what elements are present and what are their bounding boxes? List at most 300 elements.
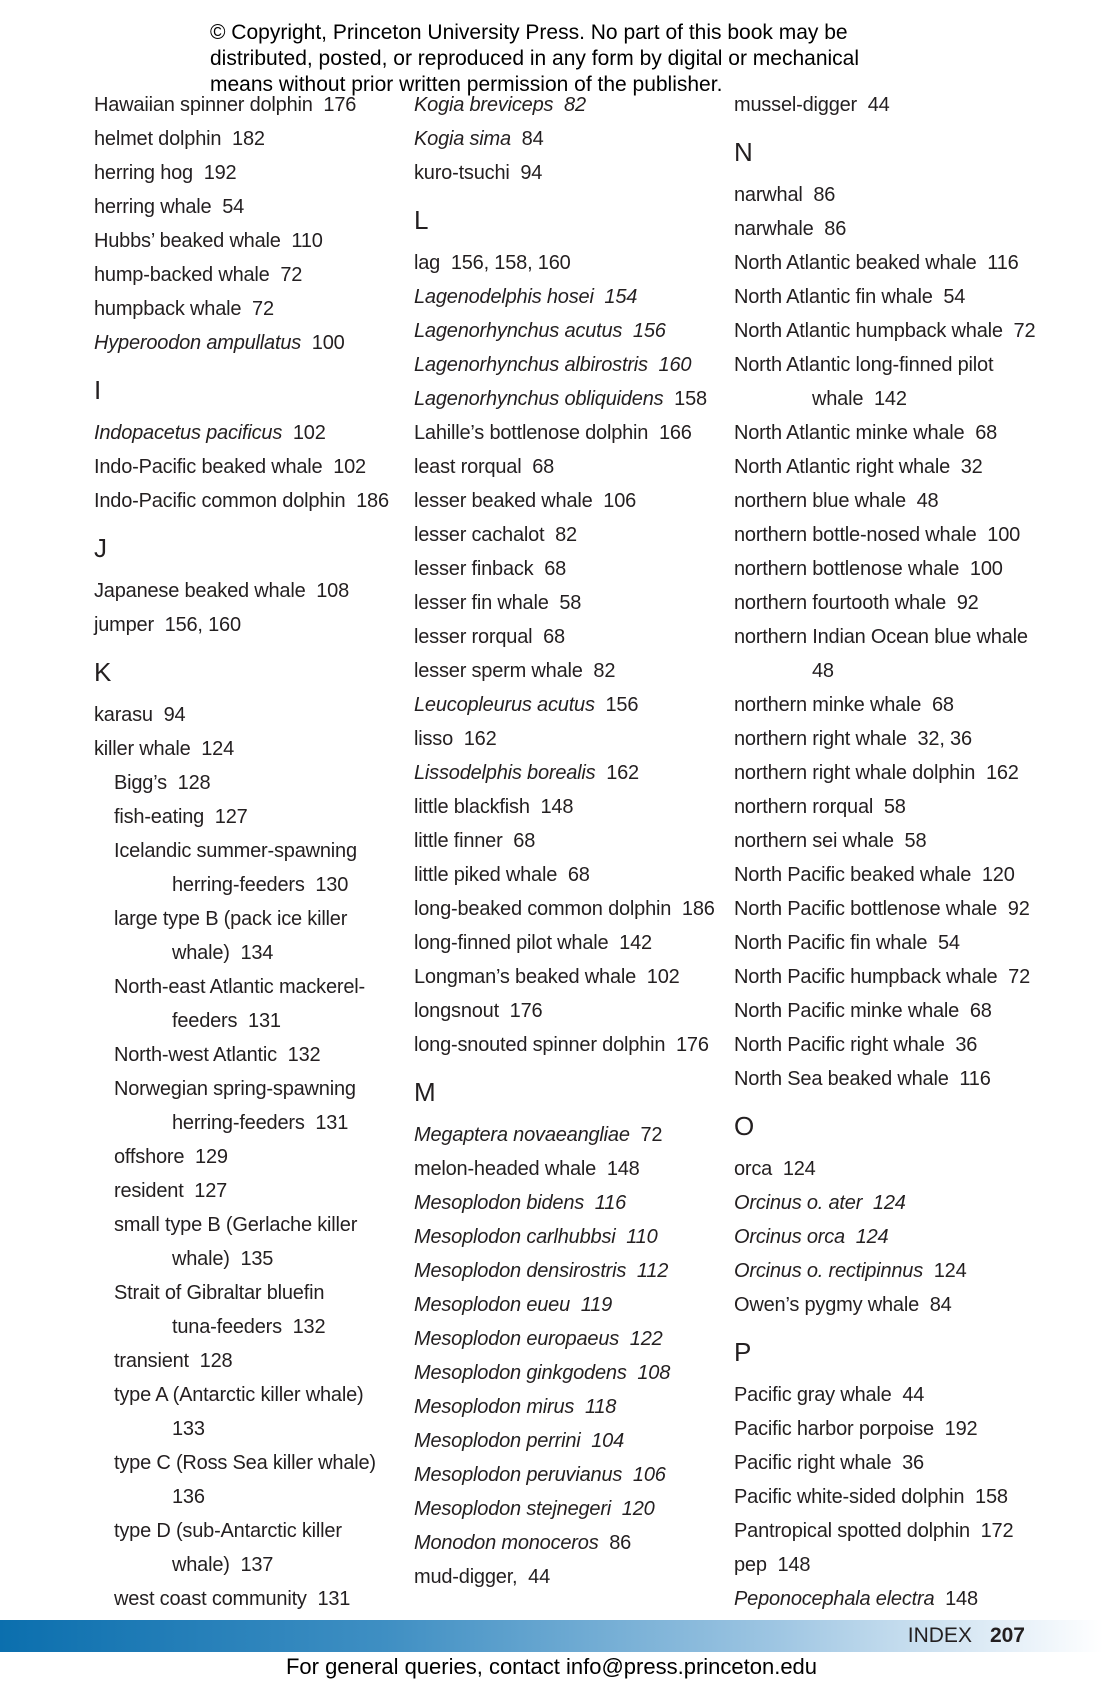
entry-pages: 68 xyxy=(567,864,590,886)
entry-pages: 100 xyxy=(969,558,1003,580)
entry-pages: 68 xyxy=(969,1000,992,1022)
index-entry xyxy=(94,292,404,326)
index-entry xyxy=(414,620,724,654)
index-entry xyxy=(734,450,1064,484)
entry-term: lag xyxy=(414,252,441,274)
index-entry xyxy=(414,994,724,1028)
entry-pages: 110 xyxy=(626,1226,658,1248)
entry-term: killer whale xyxy=(94,738,191,760)
index-entry xyxy=(414,1322,724,1356)
index-entry xyxy=(414,1186,724,1220)
entry-pages: 86 xyxy=(609,1532,632,1554)
entry-term: northern bottlenose whale xyxy=(734,558,960,580)
entry-term: whale) xyxy=(172,1554,230,1576)
entry-pages: 84 xyxy=(929,1294,952,1316)
entry-pages: 54 xyxy=(937,932,960,954)
entry-pages: 68 xyxy=(975,422,998,444)
entry-term: Mesoplodon ginkgodens xyxy=(414,1362,627,1384)
entry-term: tuna-feeders xyxy=(172,1316,282,1338)
index-entry xyxy=(94,1242,404,1276)
entry-pages: 108 xyxy=(316,580,350,602)
index-subentry xyxy=(94,1208,404,1242)
index-subentry xyxy=(94,1378,404,1412)
entry-pages: 124 xyxy=(201,738,235,760)
index-entry xyxy=(414,1288,724,1322)
index-column-1 xyxy=(94,88,404,1616)
entry-term: northern sei whale xyxy=(734,830,894,852)
entry-term: long-snouted spinner dolphin xyxy=(414,1034,666,1056)
index-entry xyxy=(734,280,1064,314)
entry-term: little finner xyxy=(414,830,503,852)
entry-pages: 32, 36 xyxy=(917,728,972,750)
entry-term: North-west Atlantic xyxy=(114,1044,277,1066)
entry-pages: 72 xyxy=(252,298,274,320)
entry-term: Pantropical spotted dolphin xyxy=(734,1520,970,1542)
index-entry xyxy=(94,1548,404,1582)
index-entry xyxy=(94,224,404,258)
entry-term: northern Indian Ocean blue whale xyxy=(734,626,1028,648)
entry-term: Lagenorhynchus albirostris xyxy=(414,354,648,376)
entry-pages: 112 xyxy=(636,1260,669,1282)
index-entry xyxy=(414,756,724,790)
entry-term: Mesoplodon europaeus xyxy=(414,1328,620,1350)
entry-pages: 148 xyxy=(945,1588,978,1610)
entry-pages: 92 xyxy=(956,592,979,614)
index-entry xyxy=(94,608,404,642)
entry-pages: 102 xyxy=(646,966,680,988)
index-entry xyxy=(414,416,724,450)
index-entry xyxy=(94,1480,404,1514)
index-entry xyxy=(414,1220,724,1254)
index-entry xyxy=(414,484,724,518)
entry-pages: 44 xyxy=(528,1566,550,1588)
entry-pages: 166 xyxy=(658,422,692,444)
entry-pages: 116 xyxy=(594,1192,627,1214)
copyright-line: © Copyright, Princeton University Press. No part of this book may be xyxy=(210,21,848,44)
entry-term: large type B (pack ice killer xyxy=(114,908,348,930)
entry-term: Indo-Pacific common dolphin xyxy=(94,490,346,512)
entry-term: little blackfish xyxy=(414,796,530,818)
entry-term: herring whale xyxy=(94,196,212,218)
entry-term: Pacific right whale xyxy=(734,1452,892,1474)
entry-term: type C (Ross Sea killer whale) xyxy=(114,1452,376,1474)
entry-term: type D (sub-Antarctic killer xyxy=(114,1520,342,1542)
entry-pages: 116 xyxy=(987,252,1019,274)
entry-term: fish-eating xyxy=(114,806,205,828)
entry-term: Mesoplodon eueu xyxy=(414,1294,571,1316)
entry-term: northern rorqual xyxy=(734,796,874,818)
entry-pages: 132 xyxy=(292,1316,326,1338)
entry-term: whale) xyxy=(172,1248,230,1270)
entry-pages: 48 xyxy=(916,490,939,512)
entry-term: melon-headed whale xyxy=(414,1158,597,1180)
entry-pages: 106 xyxy=(632,1464,666,1486)
index-entry xyxy=(734,1288,1064,1322)
entry-term: North Atlantic beaked whale xyxy=(734,252,977,274)
entry-term: lesser sperm whale xyxy=(414,660,583,682)
entry-term: Lagenorhynchus obliquidens xyxy=(414,388,664,410)
index-entry xyxy=(734,1186,1064,1220)
index-entry xyxy=(414,790,724,824)
entry-term: resident xyxy=(114,1180,184,1202)
entry-pages: 54 xyxy=(943,286,966,308)
entry-term: Kogia sima xyxy=(414,128,511,150)
index-subentry xyxy=(94,970,404,1004)
entry-term: North Pacific beaked whale xyxy=(734,864,972,886)
entry-pages: 131 xyxy=(317,1588,351,1610)
index-subentry xyxy=(94,1446,404,1480)
index-entry xyxy=(734,688,1064,722)
entry-term: mussel-digger xyxy=(734,94,858,116)
index-entry xyxy=(734,824,1064,858)
index-entry xyxy=(414,1458,724,1492)
index-subentry xyxy=(94,1514,404,1548)
entry-term: Mesoplodon carlhubbsi xyxy=(414,1226,616,1248)
entry-pages: 127 xyxy=(194,1180,228,1202)
index-entry xyxy=(414,688,724,722)
entry-pages: 108 xyxy=(637,1362,671,1384)
entry-pages: 172 xyxy=(980,1520,1014,1542)
entry-term: North Pacific humpback whale xyxy=(734,966,998,988)
entry-term: Pacific harbor porpoise xyxy=(734,1418,934,1440)
index-entry xyxy=(734,756,1064,790)
entry-pages: 156 xyxy=(605,694,639,716)
index-entry xyxy=(734,1028,1064,1062)
index-entry xyxy=(94,258,404,292)
index-entry xyxy=(94,1310,404,1344)
index-entry xyxy=(734,1446,1064,1480)
entry-pages: 156 xyxy=(632,320,666,342)
entry-term: Pacific white-sided dolphin xyxy=(734,1486,965,1508)
entry-term: Orcinus o. rectipinnus xyxy=(734,1260,924,1282)
entry-term: Owen’s pygmy whale xyxy=(734,1294,920,1316)
entry-term: lesser cachalot xyxy=(414,524,545,546)
entry-term: karasu xyxy=(94,704,153,726)
entry-term: Orcinus orca xyxy=(734,1226,845,1248)
copyright-line: distributed, posted, or reproduced in any form by digital or mechanical xyxy=(210,47,860,70)
index-entry xyxy=(734,314,1064,348)
index-entry xyxy=(734,960,1064,994)
entry-pages: 58 xyxy=(883,796,906,818)
entry-pages: 68 xyxy=(513,830,536,852)
entry-term: orca xyxy=(734,1158,773,1180)
entry-pages: 68 xyxy=(544,558,567,580)
entry-term: Lissodelphis borealis xyxy=(414,762,596,784)
entry-pages: 102 xyxy=(292,422,326,444)
entry-term: North Atlantic fin whale xyxy=(734,286,933,308)
entry-term: lesser finback xyxy=(414,558,534,580)
entry-term: narwhal xyxy=(734,184,803,206)
entry-pages: 124 xyxy=(782,1158,816,1180)
index-entry xyxy=(734,1378,1064,1412)
index-entry xyxy=(94,868,404,902)
entry-pages: 44 xyxy=(902,1384,925,1406)
index-entry xyxy=(414,926,724,960)
index-entry xyxy=(414,1254,724,1288)
entry-pages: 86 xyxy=(813,184,836,206)
entry-pages: 176 xyxy=(675,1034,709,1056)
entry-pages: 148 xyxy=(777,1554,811,1576)
entry-pages: 162 xyxy=(463,728,497,750)
index-entry xyxy=(734,1152,1064,1186)
entry-pages: 186 xyxy=(356,490,389,512)
entry-term: feeders xyxy=(172,1010,238,1032)
entry-term: long-beaked common dolphin xyxy=(414,898,672,920)
entry-pages: 72 xyxy=(640,1124,663,1146)
entry-term: North Atlantic long-finned pilot xyxy=(734,354,994,376)
index-entry xyxy=(414,552,724,586)
entry-pages: 86 xyxy=(824,218,847,240)
entry-term: Leucopleurus acutus xyxy=(414,694,595,716)
index-entry xyxy=(94,1412,404,1446)
entry-pages: 82 xyxy=(564,94,586,116)
entry-pages: 156, 160 xyxy=(164,614,241,636)
entry-term: kuro-tsuchi xyxy=(414,162,510,184)
entry-term: long-finned pilot whale xyxy=(414,932,609,954)
section-label: INDEX xyxy=(907,1624,972,1647)
entry-term: Icelandic summer-spawning xyxy=(114,840,357,862)
entry-term: Mesoplodon perrini xyxy=(414,1430,581,1452)
index-entry xyxy=(734,1220,1064,1254)
entry-term: Peponocephala electra xyxy=(734,1588,935,1610)
entry-pages: 131 xyxy=(248,1010,281,1032)
entry-pages: 102 xyxy=(333,456,366,478)
index-entry xyxy=(414,280,724,314)
entry-pages: 137 xyxy=(240,1554,274,1576)
entry-pages: 72 xyxy=(1013,320,1036,342)
entry-pages: 54 xyxy=(222,196,245,218)
entry-term: northern bottle-nosed whale xyxy=(734,524,977,546)
entry-term: North Pacific right whale xyxy=(734,1034,945,1056)
entry-pages: 154 xyxy=(604,286,638,308)
entry-pages: 127 xyxy=(214,806,248,828)
entry-term: Mesoplodon stejnegeri xyxy=(414,1498,612,1520)
index-entry xyxy=(734,1514,1064,1548)
entry-pages: 134 xyxy=(240,942,274,964)
index-entry xyxy=(734,1254,1064,1288)
index-entry xyxy=(94,190,404,224)
entry-pages: 162 xyxy=(985,762,1019,784)
entry-pages: 130 xyxy=(315,874,349,896)
entry-term: Mesoplodon peruvianus xyxy=(414,1464,623,1486)
entry-term: North-east Atlantic mackerel- xyxy=(114,976,365,998)
entry-term: Lagenodelphis hosei xyxy=(414,286,594,308)
letter-heading: K xyxy=(94,657,112,687)
index-subentry xyxy=(94,800,404,834)
entry-term: lesser beaked whale xyxy=(414,490,593,512)
entry-term: Hawaiian spinner dolphin xyxy=(94,94,313,116)
entry-pages: 124 xyxy=(872,1192,906,1214)
index-entry xyxy=(734,1548,1064,1582)
entry-pages: 72 xyxy=(1008,966,1030,988)
index-entry xyxy=(414,88,724,122)
letter-heading: L xyxy=(414,205,429,235)
entry-term: 48 xyxy=(812,660,834,682)
entry-term: Japanese beaked whale xyxy=(94,580,306,602)
entry-pages: 72 xyxy=(280,264,303,286)
entry-term: transient xyxy=(114,1350,189,1372)
index-entry xyxy=(414,858,724,892)
index-entry xyxy=(734,926,1064,960)
index-column-2 xyxy=(414,88,724,1594)
entry-term: herring hog xyxy=(94,162,193,184)
index-entry xyxy=(414,1152,724,1186)
entry-term: hump-backed whale xyxy=(94,264,270,286)
entry-pages: 100 xyxy=(311,332,345,354)
entry-term: lesser fin whale xyxy=(414,592,549,614)
entry-term: Megaptera novaeangliae xyxy=(414,1124,630,1146)
index-entry xyxy=(414,1390,724,1424)
index-entry xyxy=(734,1480,1064,1514)
entry-pages: 162 xyxy=(606,762,639,784)
index-entry xyxy=(414,586,724,620)
entry-pages: 94 xyxy=(163,704,186,726)
index-entry xyxy=(734,1062,1064,1096)
entry-pages: 124 xyxy=(933,1260,967,1282)
entry-pages: 44 xyxy=(867,94,890,116)
entry-pages: 158 xyxy=(674,388,707,410)
entry-pages: 82 xyxy=(593,660,616,682)
entry-pages: 68 xyxy=(931,694,954,716)
entry-pages: 124 xyxy=(855,1226,889,1248)
entry-pages: 160 xyxy=(658,354,692,376)
index-entry xyxy=(734,1582,1064,1616)
index-entry xyxy=(734,246,1064,280)
entry-term: whale xyxy=(812,388,864,410)
index-entry xyxy=(94,156,404,190)
index-entry xyxy=(734,484,1064,518)
index-subentry xyxy=(94,1582,404,1616)
entry-pages: 94 xyxy=(520,162,543,184)
index-entry xyxy=(94,732,404,766)
index-entry xyxy=(94,1106,404,1140)
entry-pages: 158 xyxy=(975,1486,1008,1508)
entry-pages: 186 xyxy=(681,898,715,920)
entry-pages: 131 xyxy=(315,1112,349,1134)
entry-pages: 148 xyxy=(540,796,574,818)
entry-term: west coast community xyxy=(114,1588,307,1610)
entry-term: Indopacetus pacificus xyxy=(94,422,283,444)
index-entry xyxy=(94,574,404,608)
index-subentry xyxy=(94,1276,404,1310)
entry-term: Kogia breviceps xyxy=(414,94,554,116)
entry-pages: 129 xyxy=(195,1146,228,1168)
index-entry xyxy=(94,88,404,122)
index-entry xyxy=(414,1526,724,1560)
index-entry xyxy=(414,892,724,926)
index-entry xyxy=(414,1492,724,1526)
index-entry xyxy=(414,1028,724,1062)
index-entry xyxy=(734,892,1064,926)
entry-pages: 142 xyxy=(873,388,907,410)
entry-term: Hyperoodon ampullatus xyxy=(94,332,302,354)
entry-term: whale) xyxy=(172,942,230,964)
entry-pages: 106 xyxy=(603,490,637,512)
index-entry xyxy=(734,88,1064,122)
entry-term: helmet dolphin xyxy=(94,128,222,150)
entry-term: small type B (Gerlache killer xyxy=(114,1214,358,1236)
index-entry xyxy=(414,314,724,348)
index-entry xyxy=(414,382,724,416)
entry-term: North Sea beaked whale xyxy=(734,1068,949,1090)
entry-term: Norwegian spring-spawning xyxy=(114,1078,356,1100)
index-entry xyxy=(94,122,404,156)
entry-term: mud-digger, xyxy=(414,1566,518,1588)
index-entry xyxy=(94,698,404,732)
index-entry xyxy=(414,246,724,280)
index-entry xyxy=(734,1412,1064,1446)
entry-term: Strait of Gibraltar bluefin xyxy=(114,1282,325,1304)
letter-heading: O xyxy=(734,1111,755,1141)
entry-pages: 128 xyxy=(199,1350,233,1372)
entry-term: Bigg’s xyxy=(114,772,167,794)
entry-term: Mesoplodon bidens xyxy=(414,1192,585,1214)
entry-term: North Pacific minke whale xyxy=(734,1000,960,1022)
entry-term: pep xyxy=(734,1554,767,1576)
entry-pages: 128 xyxy=(177,772,211,794)
entry-pages: 110 xyxy=(291,230,323,252)
index-entry xyxy=(414,1560,724,1594)
index-entry xyxy=(734,790,1064,824)
index-entry xyxy=(414,1424,724,1458)
entry-term: lisso xyxy=(414,728,454,750)
entry-term: 136 xyxy=(172,1486,205,1508)
index-entry xyxy=(414,518,724,552)
index-entry xyxy=(414,348,724,382)
entry-term: Pacific gray whale xyxy=(734,1384,892,1406)
entry-pages: 58 xyxy=(559,592,582,614)
index-subentry xyxy=(94,1140,404,1174)
entry-term: Hubbs’ beaked whale xyxy=(94,230,281,252)
index-entry xyxy=(734,552,1064,586)
entry-term: jumper xyxy=(94,614,154,636)
index-entry xyxy=(414,722,724,756)
index-subentry xyxy=(94,1038,404,1072)
entry-term: Orcinus o. ater xyxy=(734,1192,863,1214)
index-subentry xyxy=(94,766,404,800)
entry-pages: 118 xyxy=(584,1396,617,1418)
entry-term: herring-feeders xyxy=(172,874,305,896)
index-entry xyxy=(414,654,724,688)
entry-pages: 104 xyxy=(591,1430,624,1452)
entry-term: lesser rorqual xyxy=(414,626,533,648)
index-entry xyxy=(734,212,1064,246)
copyright-notice xyxy=(210,20,910,98)
entry-term: northern minke whale xyxy=(734,694,922,716)
index-entry xyxy=(734,654,1064,688)
entry-term: North Atlantic minke whale xyxy=(734,422,965,444)
index-entry xyxy=(414,824,724,858)
entry-pages: 182 xyxy=(232,128,265,150)
entry-pages: 120 xyxy=(621,1498,655,1520)
index-entry xyxy=(734,722,1064,756)
copyright-line: means without prior written permission of the publisher. xyxy=(210,73,723,96)
entry-pages: 116 xyxy=(959,1068,991,1090)
entry-pages: 192 xyxy=(944,1418,978,1440)
entry-term: Lagenorhynchus acutus xyxy=(414,320,623,342)
index-subentry xyxy=(94,1072,404,1106)
index-entry xyxy=(94,326,404,360)
entry-pages: 36 xyxy=(902,1452,924,1474)
entry-term: Mesoplodon mirus xyxy=(414,1396,575,1418)
entry-term: northern fourtooth whale xyxy=(734,592,947,614)
index-entry xyxy=(734,382,1064,416)
entry-pages: 156, 158, 160 xyxy=(450,252,571,274)
entry-term: little piked whale xyxy=(414,864,558,886)
index-entry xyxy=(94,484,404,518)
entry-pages: 120 xyxy=(981,864,1015,886)
entry-pages: 100 xyxy=(987,524,1021,546)
